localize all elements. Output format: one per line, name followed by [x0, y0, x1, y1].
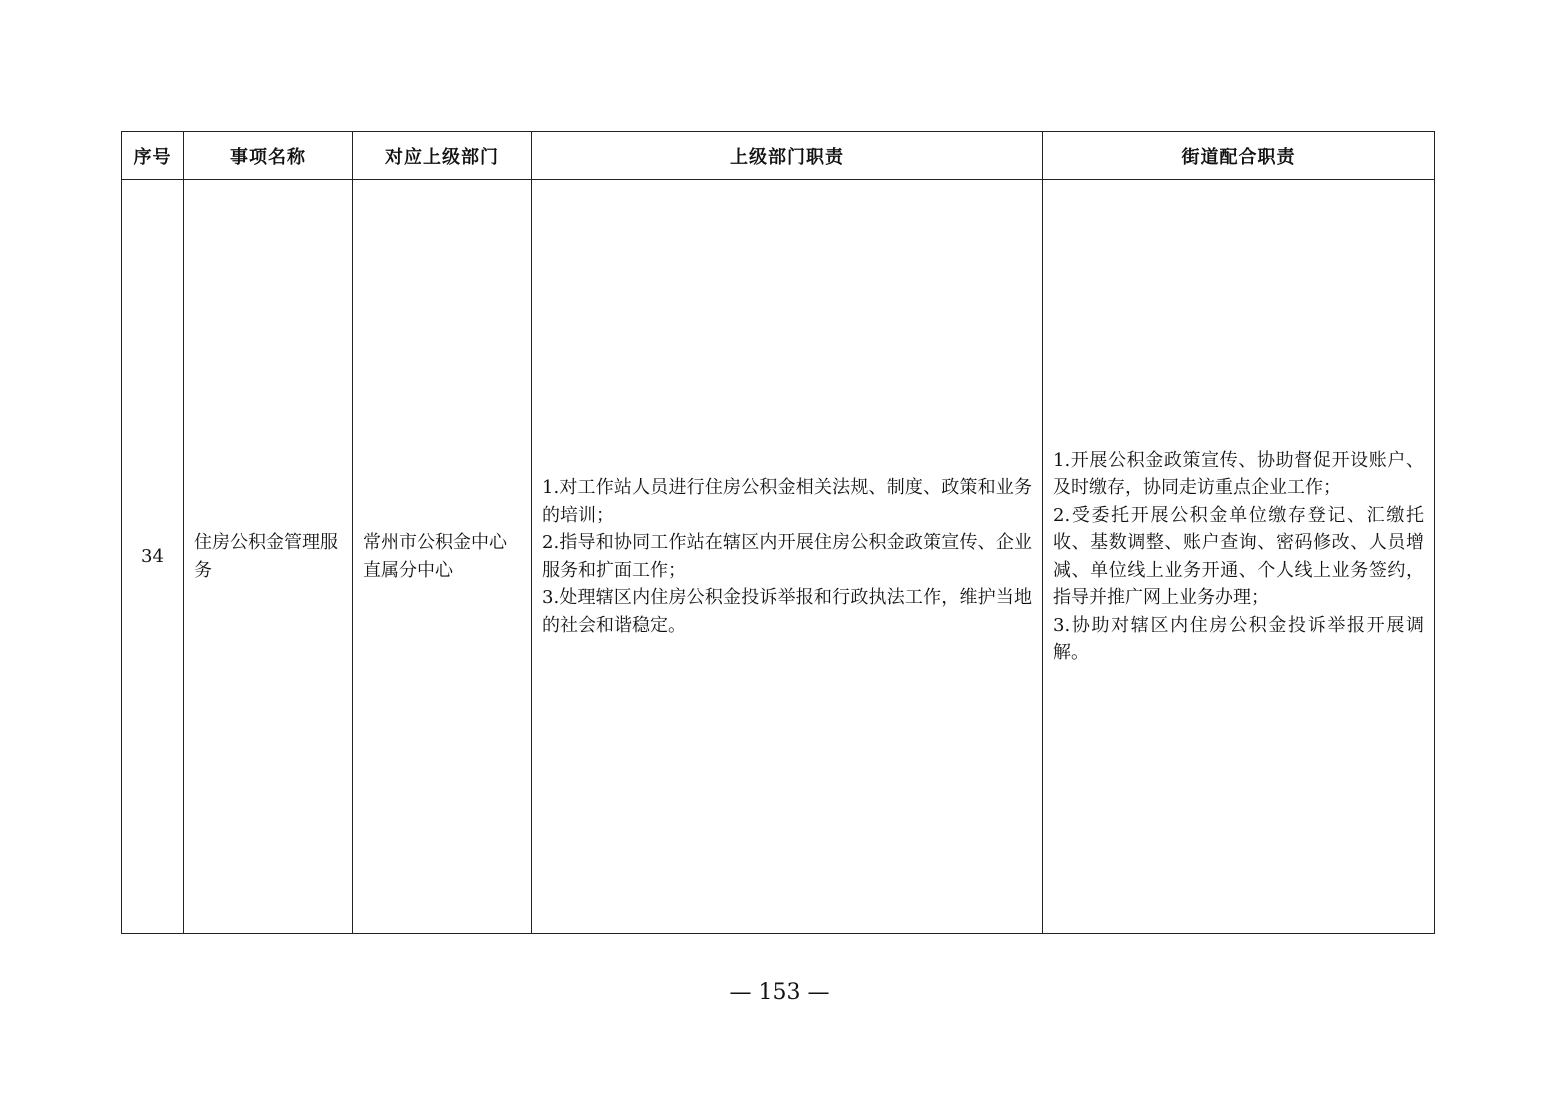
table-row — [122, 180, 1435, 934]
street-duty-line: 1.开展公积金政策宣传、协助督促开设账户、及时缴存，协同走访重点企业工作； — [1053, 449, 1424, 498]
header-department: 对应上级部门 — [353, 132, 532, 180]
street-duty-line: 3.协助对辖区内住房公积金投诉举报开展调解。 — [1053, 614, 1424, 663]
row-street-duties — [1043, 180, 1435, 934]
duty-table — [121, 131, 1435, 934]
street-duty-line: 2.受委托开展公积金单位缴存登记、汇缴托收、基数调整、账户查询、密码修改、人员增减、单位线上业务开通、个人线上业务签约，指导并推广网上业务办理； — [1053, 504, 1424, 608]
table-body — [122, 180, 1435, 934]
header-row — [122, 132, 1435, 180]
row-dept-duties — [532, 180, 1043, 934]
header-dept-duties: 上级部门职责 — [532, 132, 1043, 180]
dept-duty-line: 3.处理辖区内住房公积金投诉举报和行政执法工作，维护当地的社会和谐稳定。 — [542, 587, 1032, 636]
dept-duty-line: 2.指导和协同工作站在辖区内开展住房公积金政策宣传、企业服务和扩面工作； — [542, 532, 1032, 581]
row-department: 常州市公积金中心直属分中心 — [353, 180, 532, 934]
dept-duty-line: 1.对工作站人员进行住房公积金相关法规、制度、政策和业务的培训； — [542, 477, 1032, 526]
table-header — [122, 132, 1435, 180]
page-number: — 153 — — [729, 980, 830, 1005]
header-item-name: 事项名称 — [184, 132, 353, 180]
row-item-name: 住房公积金管理服务 — [184, 180, 353, 934]
header-street-duties: 街道配合职责 — [1043, 132, 1435, 180]
row-index: 34 — [122, 180, 184, 934]
header-index: 序号 — [122, 132, 184, 180]
